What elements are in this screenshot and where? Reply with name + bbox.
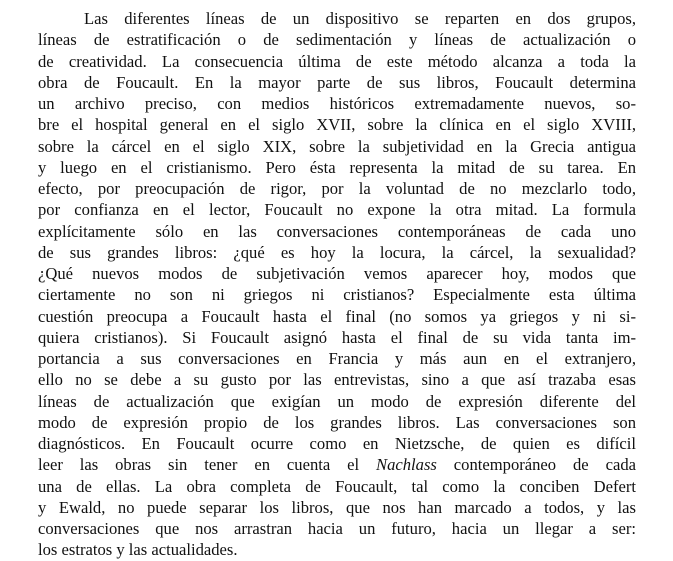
text-line: bre el hospital general en el siglo XVII, sobre la clínica en el siglo XVIII, <box>38 115 636 135</box>
body-paragraph <box>38 8 636 561</box>
text-line: y luego en el cristianismo. Pero ésta representa la mitad de su tarea. En <box>38 157 636 177</box>
text-line: y Ewald, no puede separar los libros, que nos han marcado a todos, y las <box>38 497 636 517</box>
text-line: efecto, por preocupación de rigor, por la voluntad de no mezclarlo todo, <box>38 179 636 198</box>
text-line: por confianza en el lector, Foucault no expone la otra mitad. La formula <box>38 200 636 220</box>
text-line: una de ellas. La obra completa de Foucault, tal como la conciben Defert <box>38 476 636 496</box>
text-line: de sus grandes libros: ¿qué es hoy la locura, la cárcel, la sexualidad? <box>38 242 636 262</box>
text-line: ello no se debe a su gusto por las entrevistas, sino a que así trazaba esas <box>38 370 636 390</box>
text-line: obra de Foucault. En la mayor parte de sus libros, Foucault determina <box>38 72 636 92</box>
text-line: líneas de actualización que exigían un modo de expresión diferente del <box>38 391 636 411</box>
text-line: explícitamente sólo en las conversaciones contemporáneas de cada uno <box>38 221 636 241</box>
text-line: cuestión preocupa a Foucault hasta el final (no somos ya griegos y ni si- <box>38 306 636 326</box>
text-line: líneas de estratificación o de sedimentación y líneas de actualización o <box>38 30 636 50</box>
text-line: un archivo preciso, con medios históricos extremadamente nuevos, so- <box>38 94 636 113</box>
text-line: modo de expresión propio de los grandes libros. Las conversaciones son <box>38 412 636 432</box>
text-line: portancia a sus conversaciones en Francia y más aun en el extranjero, <box>38 349 636 368</box>
text-line: quiera cristianos). Si Foucault asignó hasta el final de su vida tanta im- <box>38 327 636 347</box>
text-line: diagnósticos. En Foucault ocurre como en Nietzsche, de quien es difícil <box>38 434 636 453</box>
text-line: sobre la cárcel en el siglo XIX, sobre la subjetividad en la Grecia antigua <box>38 136 636 156</box>
text-line: leer las obras sin tener en cuenta el Nachlass contemporáneo de cada <box>38 455 636 475</box>
text-line: ciertamente no son ni griegos ni cristianos? Especialmente esta última <box>38 285 636 305</box>
text-line: de creatividad. La consecuencia última de este método alcanza a toda la <box>38 51 636 71</box>
text-line: ¿Qué nuevos modos de subjetivación vemos aparecer hoy, modos que <box>38 264 636 283</box>
text-line: Las diferentes líneas de un dispositivo se reparten en dos grupos, <box>84 9 636 28</box>
text-line: conversaciones que nos arrastran hacia un futuro, hacia un llegar a ser: <box>38 519 636 538</box>
text-line: los estratos y las actualidades. <box>38 540 238 560</box>
